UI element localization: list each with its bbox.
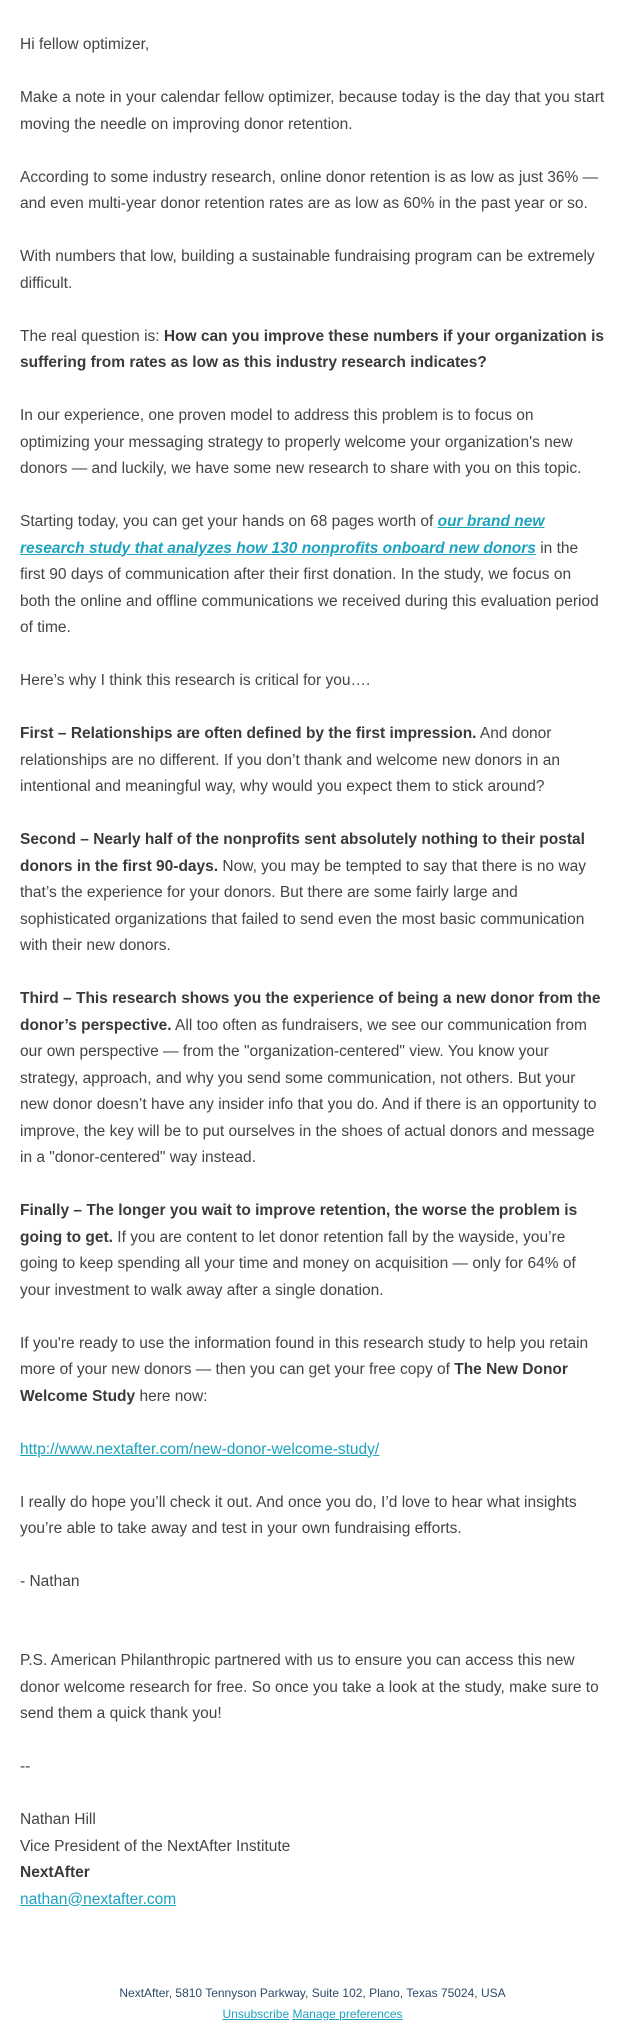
second-bold: Second – Nearly half of the nonprofits sent absolutely nothing to their postal donors in the first 90-days.: [20, 831, 585, 875]
paragraph-first: [20, 721, 605, 801]
get-copy-lead: If you're ready to use the information found in this research study to help you retain more of your new donors — then you can get your free copy of: [20, 1334, 589, 1378]
paragraph-check-it-out: I really do hope you’ll check it out. And once you do, I’d love to hear what insights you’re able to take away and test in your own fundraising efforts.: [20, 1493, 577, 1537]
paragraph-get-copy: [20, 1331, 605, 1411]
paragraph-study-offer: [20, 509, 605, 642]
signoff: - Nathan: [20, 1573, 80, 1590]
first-bold: First – Relationships are often defined by the first impression.: [20, 725, 477, 742]
greeting: Hi fellow optimizer,: [20, 36, 150, 53]
real-question-lead: The real question is:: [20, 327, 164, 345]
study-offer-lead: Starting today, you can get your hands on 68 pages worth of: [20, 513, 438, 530]
first-tail: And donor relationships are no different. If you don’t thank and welcome new donors in an intentional and meaningful way, why would you expect them to stick around?: [20, 725, 560, 795]
signature-separator: --: [20, 1758, 31, 1775]
finally-bold: Finally – The longer you wait to improve retention, the worse the problem is going to get.: [20, 1202, 578, 1246]
paragraph-intro: Make a note in your calendar fellow optimizer, because today is the day that you start moving the needle on improving donor retention.: [20, 89, 605, 133]
paragraph-experience: In our experience, one proven model to address this problem is to focus on optimizing your messaging strategy to properly welcome your organization's new donors — and luckily, we have some new research to share with you on this topic.: [20, 407, 582, 477]
signature-block: [20, 1807, 605, 1913]
study-url-link[interactable]: http://www.nextafter.com/new-donor-welcome-study/: [20, 1440, 380, 1458]
paragraph-low-numbers: With numbers that low, building a sustainable fundraising program can be extremely difficult.: [20, 248, 595, 292]
paragraph-finally: [20, 1198, 605, 1304]
footer-links: [20, 2004, 605, 2025]
paragraph-second: [20, 827, 605, 960]
signature-title: Vice President of the NextAfter Institute: [20, 1837, 291, 1855]
manage-preferences-link[interactable]: Manage preferences: [292, 2007, 403, 2021]
signature-name: Nathan Hill: [20, 1811, 96, 1828]
paragraph-url: [20, 1437, 605, 1464]
paragraph-third: [20, 986, 605, 1172]
study-offer-tail: in the first 90 days of communication after their first donation. In the study, we focus on both the online and offline communications we received during this evaluation period of time.: [20, 539, 599, 636]
paragraph-real-question: [20, 324, 605, 377]
paragraph-retention-stats: According to some industry research, online donor retention is as low as just 36% — and even multi-year donor retention rates are as low as 60% in the past year or so.: [20, 168, 599, 212]
get-copy-tail: here now:: [135, 1387, 208, 1405]
footer: [20, 1983, 605, 2025]
paragraph-why-critical: Here’s why I think this research is critical for you….: [20, 672, 371, 689]
study-title: The New Donor Welcome Study: [20, 1361, 568, 1405]
footer-address: NextAfter, 5810 Tennyson Parkway, Suite 102, Plano, Texas 75024, USA: [119, 1986, 506, 2000]
real-question-bold: How can you improve these numbers if your organization is suffering from rates as low as this industry research indicates?: [20, 327, 604, 371]
finally-tail: If you are content to let donor retention fall by the wayside, you’re going to keep spending all your time and money on acquisition — only for 64% of your investment to walk away after a single donation.: [20, 1228, 576, 1299]
spacer: [20, 1622, 605, 1648]
third-bold: Third – This research shows you the experience of being a new donor from the donor’s perspective.: [20, 990, 601, 1034]
third-tail: All too often as fundraisers, we see our communication from our own perspective — from the "organization-centered" view. You know your strategy, approach, and why you send some communication, not others. But your new donor doesn’t have any insider info that you do. And if there is an opportunity to improve, the key will be to put ourselves in the shoes of actual donors and message in a "donor-centered" way instead.: [20, 1016, 597, 1166]
signature-company: NextAfter: [20, 1864, 90, 1881]
paragraph-ps: P.S. American Philanthropic partnered with us to ensure you can access this new donor welcome research for free. So once you take a look at the study, make sure to send them a quick thank you!: [20, 1652, 599, 1722]
study-link[interactable]: our brand new research study that analyzes how 130 nonprofits onboard new donors: [20, 513, 545, 557]
signature-email-link[interactable]: nathan@nextafter.com: [20, 1890, 177, 1908]
unsubscribe-link[interactable]: Unsubscribe: [222, 2007, 290, 2021]
second-tail: Now, you may be tempted to say that there is no way that’s the experience for your donors. But there are some fairly large and sophisticated organizations that failed to send even the most basic communication with their new donors.: [20, 857, 586, 954]
